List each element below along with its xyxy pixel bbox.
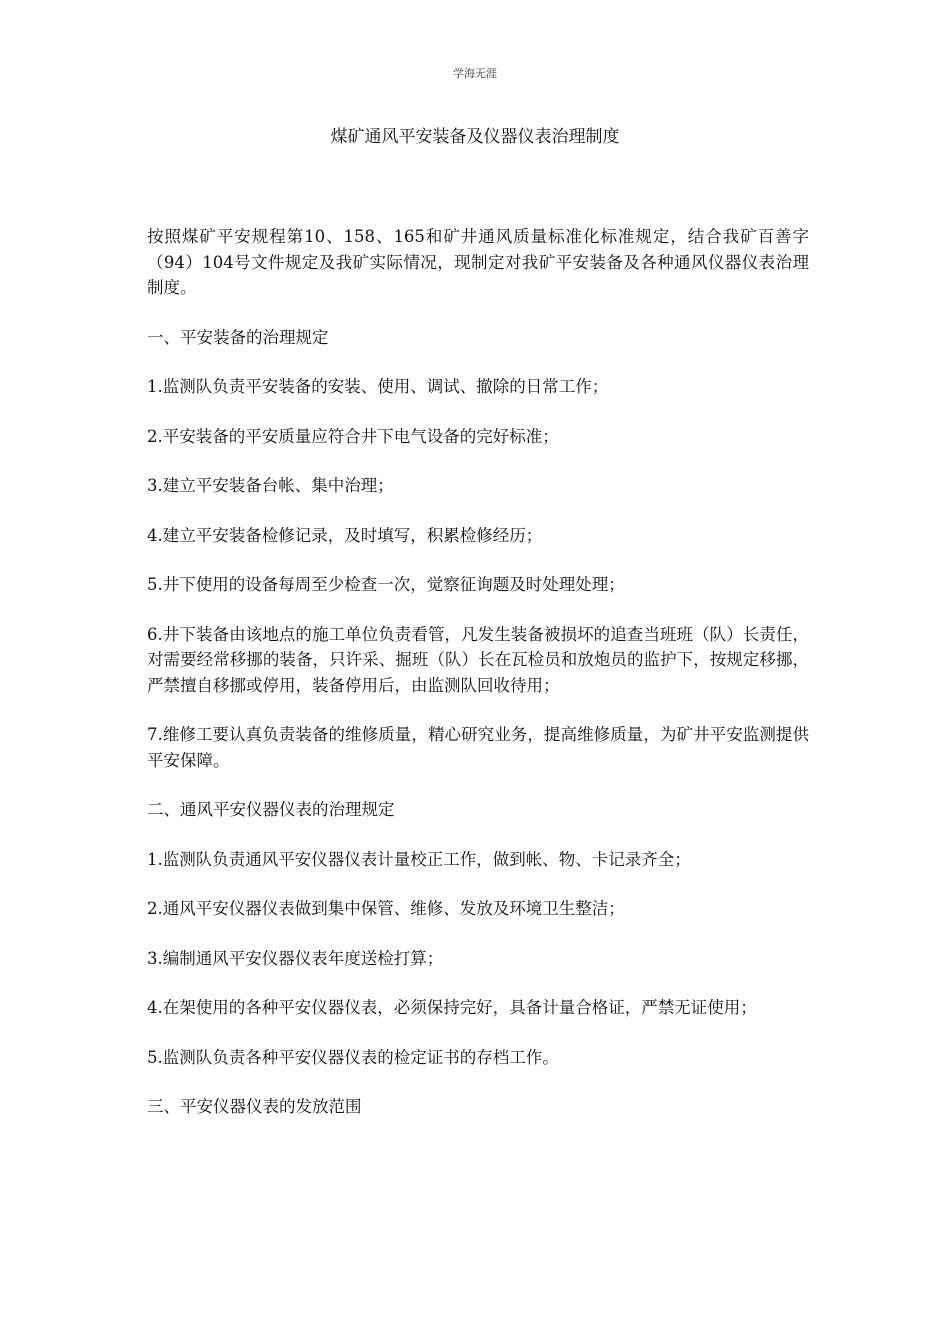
list-item: 4.在架使用的各种平安仪器仪表，必须保持完好，具备计量合格证，严禁无证使用； <box>147 998 757 1017</box>
section-heading-3: 三、平安仪器仪表的发放范围 <box>147 1097 362 1116</box>
document-body <box>147 224 809 1120</box>
list-item: 3.建立平安装备台帐、集中治理； <box>147 476 394 495</box>
list-item: 2.平安装备的平安质量应符合井下电气设备的完好标准； <box>147 426 559 446</box>
list-item: 6.井下装备由该地点的施工单位负责看管，凡发生装备被损坏的追查当班班（队）长责任，对需要经常移挪的装备，只许采、掘班（队）长在瓦检员和放炮员的监护下，按规定移挪，严禁擅自移挪或停用，装备停用后，由监测队回收待用； <box>147 624 809 695</box>
list-item: 5.井下使用的设备每周至少检查一次，觉察征询题及时处理处理； <box>147 575 625 594</box>
list-item: 5.监测队负责各种平安仪器仪表的检定证书的存档工作。 <box>147 1047 559 1067</box>
list-item: 2.通风平安仪器仪表做到集中保管、维修、发放及环境卫生整洁； <box>147 899 625 918</box>
section-heading-1: 一、平安装备的治理规定 <box>147 327 329 347</box>
document-title: 煤矿通风平安装备及仪器仪表治理制度 <box>330 127 620 147</box>
list-item: 4.建立平安装备检修记录，及时填写，积累检修经历； <box>147 525 543 545</box>
list-item: 3.编制通风平安仪器仪表年度送检打算； <box>147 948 444 968</box>
list-item: 7.维修工要认真负责装备的维修质量，精心研究业务，提高维修质量，为矿井平安监测提供平安保障。 <box>147 725 809 770</box>
page-header: 学海无涯 <box>453 67 497 80</box>
intro-paragraph: 按照煤矿平安规程第10、158、165和矿井通风质量标准化标准规定，结合我矿百善字（94）104号文件规定及我矿实际情况，现制定对我矿平安装备及各种通风仪器仪表治理制度。 <box>147 227 809 297</box>
section-heading-2: 二、通风平安仪器仪表的治理规定 <box>147 800 395 819</box>
list-item: 1.监测队负责平安装备的安装、使用、调试、撤除的日常工作； <box>147 377 609 396</box>
list-item: 1.监测队负责通风平安仪器仪表计量校正工作，做到帐、物、卡记录齐全； <box>147 849 691 869</box>
